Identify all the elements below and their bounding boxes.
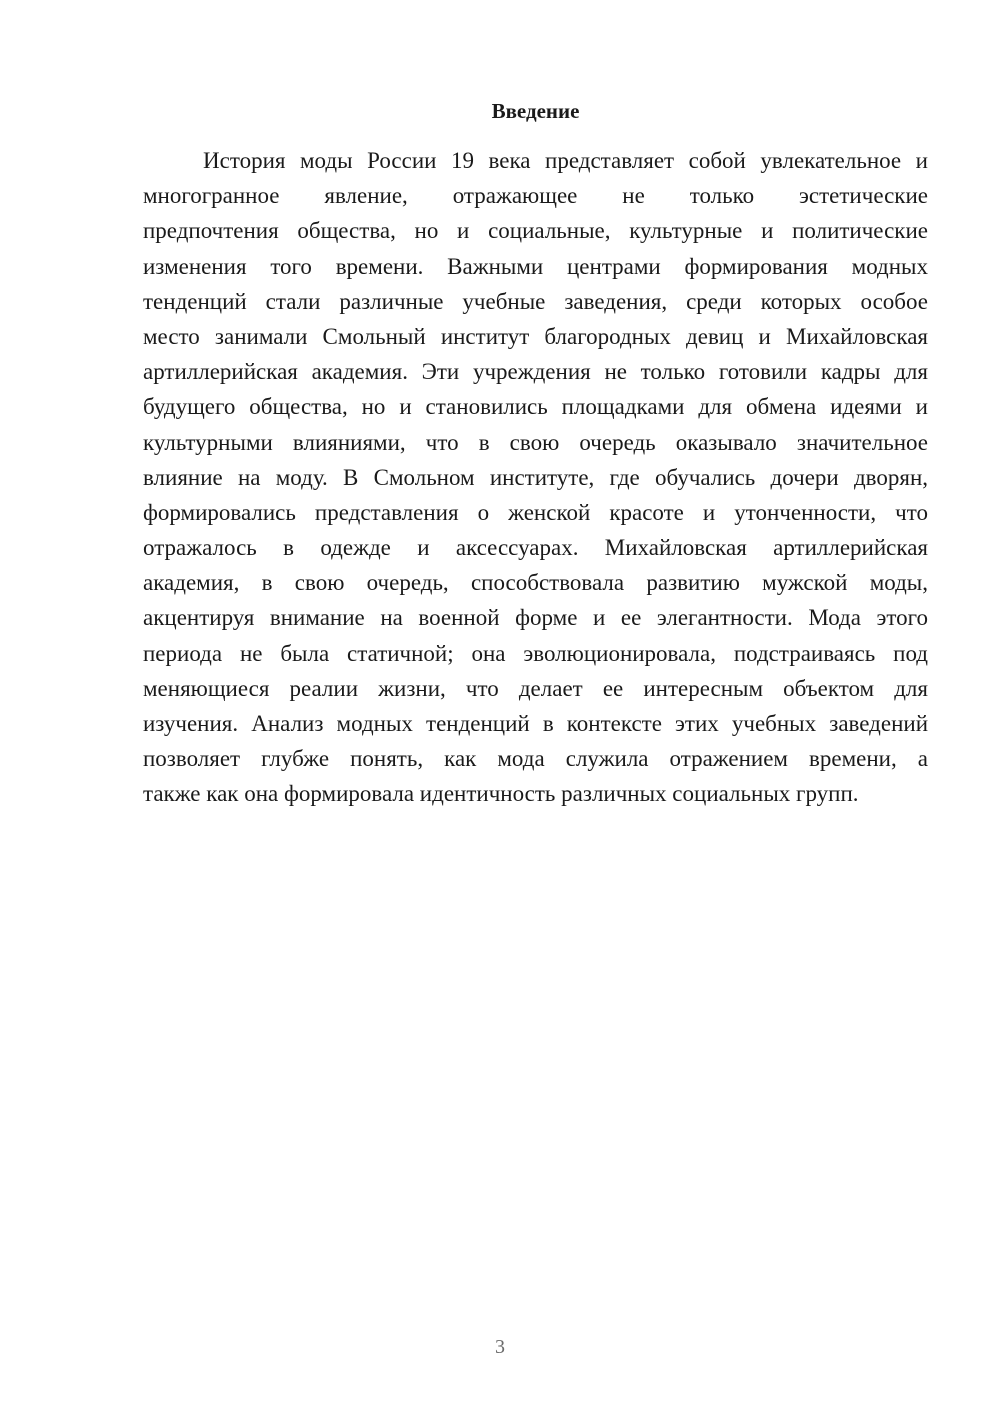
paragraph-line: артиллерийская академия. Эти учреждения не только готовили кадры для bbox=[143, 359, 928, 385]
paragraph-line: предпочтения общества, но и социальные, культурные и политические bbox=[143, 218, 928, 244]
section-heading: Введение bbox=[491, 99, 580, 123]
paragraph-line: позволяет глубже понять, как мода служила отражением времени, а bbox=[143, 746, 928, 772]
paragraph-line: История моды России 19 века представляет собой увлекательное и bbox=[203, 148, 928, 173]
paragraph-line: многогранное явление, отражающее не только эстетические bbox=[143, 183, 928, 209]
paragraph-line: будущего общества, но и становились площадками для обмена идеями и bbox=[143, 394, 928, 420]
paragraph-line: место занимали Смольный институт благородных девиц и Михайловская bbox=[143, 323, 928, 349]
paragraph-line: академия, в свою очередь, способствовала развитию мужской моды, bbox=[143, 570, 928, 596]
paragraph-line: акцентируя внимание на военной форме и ее элегантности. Мода этого bbox=[143, 605, 928, 631]
paragraph-line: изменения того времени. Важными центрами формирования модных bbox=[143, 253, 928, 279]
paragraph-line: периода не была статичной; она эволюционировала, подстраиваясь под bbox=[143, 640, 928, 666]
paragraph-line: изучения. Анализ модных тенденций в контексте этих учебных заведений bbox=[143, 711, 928, 736]
paragraph-line: меняющиеся реалии жизни, что делает ее интересным объектом для bbox=[143, 675, 928, 701]
paragraph-line: тенденций стали различные учебные заведения, среди которых особое bbox=[143, 288, 928, 314]
paragraph-line: влияние на моду. В Смольном институте, где обучались дочери дворян, bbox=[143, 464, 928, 490]
paragraph-line: формировались представления о женской красоте и утонченности, что bbox=[143, 499, 928, 525]
page-number: 3 bbox=[495, 1336, 505, 1358]
paragraph-line: отражалось в одежде и аксессуарах. Михайловская артиллерийская bbox=[143, 535, 928, 561]
paragraph-line: также как она формировала идентичность различных социальных групп. bbox=[143, 781, 859, 807]
paragraph-line: культурными влияниями, что в свою очередь оказывало значительное bbox=[143, 429, 928, 455]
intro-paragraph bbox=[143, 143, 928, 812]
